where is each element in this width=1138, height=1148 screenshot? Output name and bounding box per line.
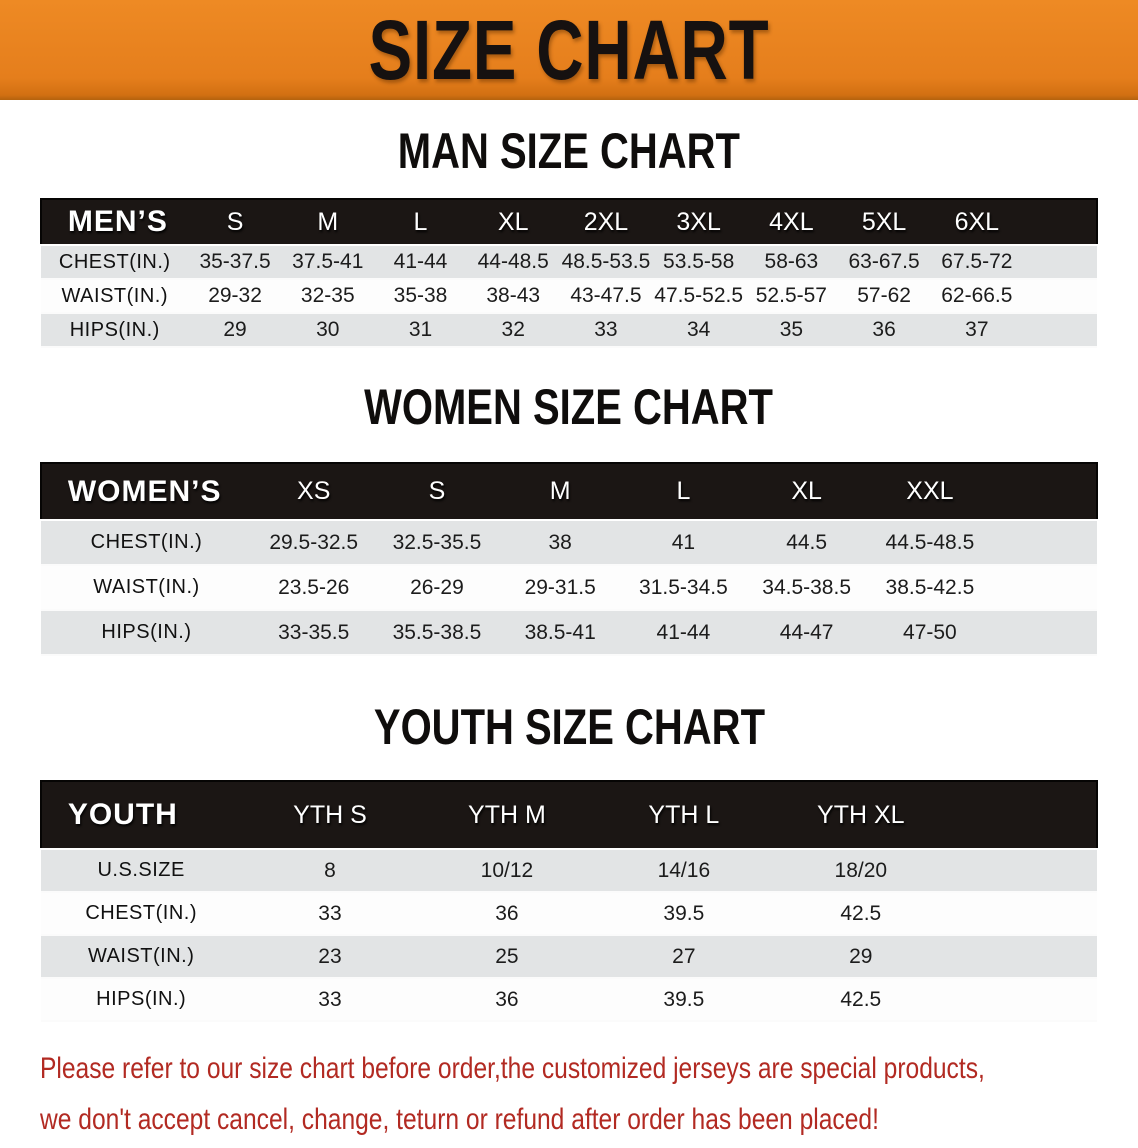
size-value-cell: 37 xyxy=(930,313,1023,347)
size-value-cell: 36 xyxy=(418,892,595,935)
size-value-cell: 52.5-57 xyxy=(745,279,838,313)
banner-title: SIZE CHART xyxy=(368,3,770,97)
header-spacer xyxy=(992,463,1098,520)
youth-section xyxy=(0,656,1138,1022)
size-value-cell: 29 xyxy=(189,313,282,347)
row-spacer xyxy=(949,935,1097,978)
table-row xyxy=(41,245,1097,279)
size-value-cell: 30 xyxy=(281,313,374,347)
column-header: 4XL xyxy=(745,199,838,245)
column-header: YTH L xyxy=(595,781,772,849)
column-header: M xyxy=(499,463,622,520)
column-header: 5XL xyxy=(838,199,931,245)
size-value-cell: 29-32 xyxy=(189,279,282,313)
column-header: YTH XL xyxy=(772,781,949,849)
size-value-cell: 37.5-41 xyxy=(281,245,374,279)
size-value-cell: 23.5-26 xyxy=(252,565,375,610)
disclaimer-line-1-text: Please refer to our size chart before order,the customized jerseys are special products, xyxy=(40,1052,985,1085)
size-value-cell: 67.5-72 xyxy=(930,245,1023,279)
row-label: HIPS(IN.) xyxy=(41,610,252,655)
women-table-header-row xyxy=(41,463,1097,520)
size-value-cell: 53.5-58 xyxy=(652,245,745,279)
size-value-cell: 44.5 xyxy=(745,520,868,565)
size-value-cell: 38.5-42.5 xyxy=(868,565,991,610)
size-value-cell: 33 xyxy=(242,978,419,1021)
size-value-cell: 29 xyxy=(772,935,949,978)
size-value-cell: 35 xyxy=(745,313,838,347)
size-value-cell: 14/16 xyxy=(595,849,772,892)
table-header-label: YOUTH xyxy=(41,781,242,849)
size-value-cell: 29-31.5 xyxy=(499,565,622,610)
women-section-title-text: WOMEN SIZE CHART xyxy=(364,379,774,435)
youth-section-title xyxy=(0,656,1138,780)
column-header: S xyxy=(189,199,282,245)
size-value-cell: 23 xyxy=(242,935,419,978)
table-header-label: WOMEN’S xyxy=(41,463,252,520)
women-size-table xyxy=(40,462,1098,656)
youth-table-header-row xyxy=(41,781,1097,849)
disclaimer-line-1 xyxy=(40,1046,1138,1097)
size-value-cell: 39.5 xyxy=(595,978,772,1021)
row-spacer xyxy=(992,565,1098,610)
row-label: WAIST(IN.) xyxy=(41,279,189,313)
men-size-table xyxy=(40,198,1098,348)
column-header: XL xyxy=(467,199,560,245)
size-value-cell: 32-35 xyxy=(281,279,374,313)
size-value-cell: 48.5-53.5 xyxy=(560,245,653,279)
size-value-cell: 38.5-41 xyxy=(499,610,622,655)
column-header: XS xyxy=(252,463,375,520)
row-spacer xyxy=(949,978,1097,1021)
size-value-cell: 36 xyxy=(418,978,595,1021)
column-header: 2XL xyxy=(560,199,653,245)
size-value-cell: 18/20 xyxy=(772,849,949,892)
size-value-cell: 35.5-38.5 xyxy=(375,610,498,655)
size-value-cell: 10/12 xyxy=(418,849,595,892)
size-value-cell: 32.5-35.5 xyxy=(375,520,498,565)
size-value-cell: 57-62 xyxy=(838,279,931,313)
row-label: WAIST(IN.) xyxy=(41,935,242,978)
size-value-cell: 47.5-52.5 xyxy=(652,279,745,313)
size-value-cell: 34.5-38.5 xyxy=(745,565,868,610)
size-value-cell: 34 xyxy=(652,313,745,347)
row-spacer xyxy=(949,849,1097,892)
table-header-label: MEN’S xyxy=(41,199,189,245)
size-value-cell: 25 xyxy=(418,935,595,978)
size-value-cell: 36 xyxy=(838,313,931,347)
women-section xyxy=(0,348,1138,656)
size-value-cell: 32 xyxy=(467,313,560,347)
column-header: L xyxy=(374,199,467,245)
disclaimer-line-2 xyxy=(40,1097,1138,1148)
size-value-cell: 44-48.5 xyxy=(467,245,560,279)
men-table-header-row xyxy=(41,199,1097,245)
size-value-cell: 35-37.5 xyxy=(189,245,282,279)
table-row xyxy=(41,978,1097,1021)
row-spacer xyxy=(949,892,1097,935)
size-value-cell: 39.5 xyxy=(595,892,772,935)
column-header: S xyxy=(375,463,498,520)
column-header: YTH M xyxy=(418,781,595,849)
column-header: YTH S xyxy=(242,781,419,849)
size-value-cell: 47-50 xyxy=(868,610,991,655)
size-value-cell: 44-47 xyxy=(745,610,868,655)
table-row xyxy=(41,849,1097,892)
table-row xyxy=(41,610,1097,655)
size-value-cell: 41 xyxy=(622,520,745,565)
size-value-cell: 41-44 xyxy=(374,245,467,279)
column-header: XXL xyxy=(868,463,991,520)
size-value-cell: 33-35.5 xyxy=(252,610,375,655)
size-value-cell: 33 xyxy=(242,892,419,935)
size-value-cell: 42.5 xyxy=(772,978,949,1021)
size-value-cell: 42.5 xyxy=(772,892,949,935)
size-value-cell: 62-66.5 xyxy=(930,279,1023,313)
table-row xyxy=(41,279,1097,313)
row-label: HIPS(IN.) xyxy=(41,978,242,1021)
size-value-cell: 63-67.5 xyxy=(838,245,931,279)
size-value-cell: 8 xyxy=(242,849,419,892)
size-value-cell: 35-38 xyxy=(374,279,467,313)
column-header: 3XL xyxy=(652,199,745,245)
row-spacer xyxy=(1023,245,1097,279)
men-section-title xyxy=(0,100,1138,198)
size-value-cell: 38-43 xyxy=(467,279,560,313)
disclaimer-line-2-text: we don't accept cancel, change, teturn or refund after order has been placed! xyxy=(40,1103,879,1136)
size-value-cell: 31.5-34.5 xyxy=(622,565,745,610)
size-value-cell: 33 xyxy=(560,313,653,347)
men-section-title-text: MAN SIZE CHART xyxy=(397,123,741,179)
size-value-cell: 26-29 xyxy=(375,565,498,610)
header-spacer xyxy=(1023,199,1097,245)
table-row xyxy=(41,935,1097,978)
row-label: WAIST(IN.) xyxy=(41,565,252,610)
size-value-cell: 29.5-32.5 xyxy=(252,520,375,565)
column-header: 6XL xyxy=(930,199,1023,245)
youth-size-table xyxy=(40,780,1098,1022)
column-header: XL xyxy=(745,463,868,520)
row-label: CHEST(IN.) xyxy=(41,520,252,565)
row-label: CHEST(IN.) xyxy=(41,245,189,279)
size-chart-banner xyxy=(0,0,1138,100)
size-value-cell: 27 xyxy=(595,935,772,978)
row-label: HIPS(IN.) xyxy=(41,313,189,347)
disclaimer xyxy=(40,1046,1138,1148)
size-value-cell: 41-44 xyxy=(622,610,745,655)
column-header: L xyxy=(622,463,745,520)
size-value-cell: 44.5-48.5 xyxy=(868,520,991,565)
table-row xyxy=(41,892,1097,935)
men-section xyxy=(0,100,1138,348)
size-value-cell: 58-63 xyxy=(745,245,838,279)
column-header: M xyxy=(281,199,374,245)
size-value-cell: 38 xyxy=(499,520,622,565)
table-row xyxy=(41,565,1097,610)
row-spacer xyxy=(1023,313,1097,347)
row-spacer xyxy=(992,520,1098,565)
header-spacer xyxy=(949,781,1097,849)
row-spacer xyxy=(1023,279,1097,313)
table-row xyxy=(41,313,1097,347)
table-row xyxy=(41,520,1097,565)
size-value-cell: 31 xyxy=(374,313,467,347)
women-section-title xyxy=(0,348,1138,462)
size-value-cell: 43-47.5 xyxy=(560,279,653,313)
row-label: CHEST(IN.) xyxy=(41,892,242,935)
row-spacer xyxy=(992,610,1098,655)
youth-section-title-text: YOUTH SIZE CHART xyxy=(373,699,765,755)
row-label: U.S.SIZE xyxy=(41,849,242,892)
